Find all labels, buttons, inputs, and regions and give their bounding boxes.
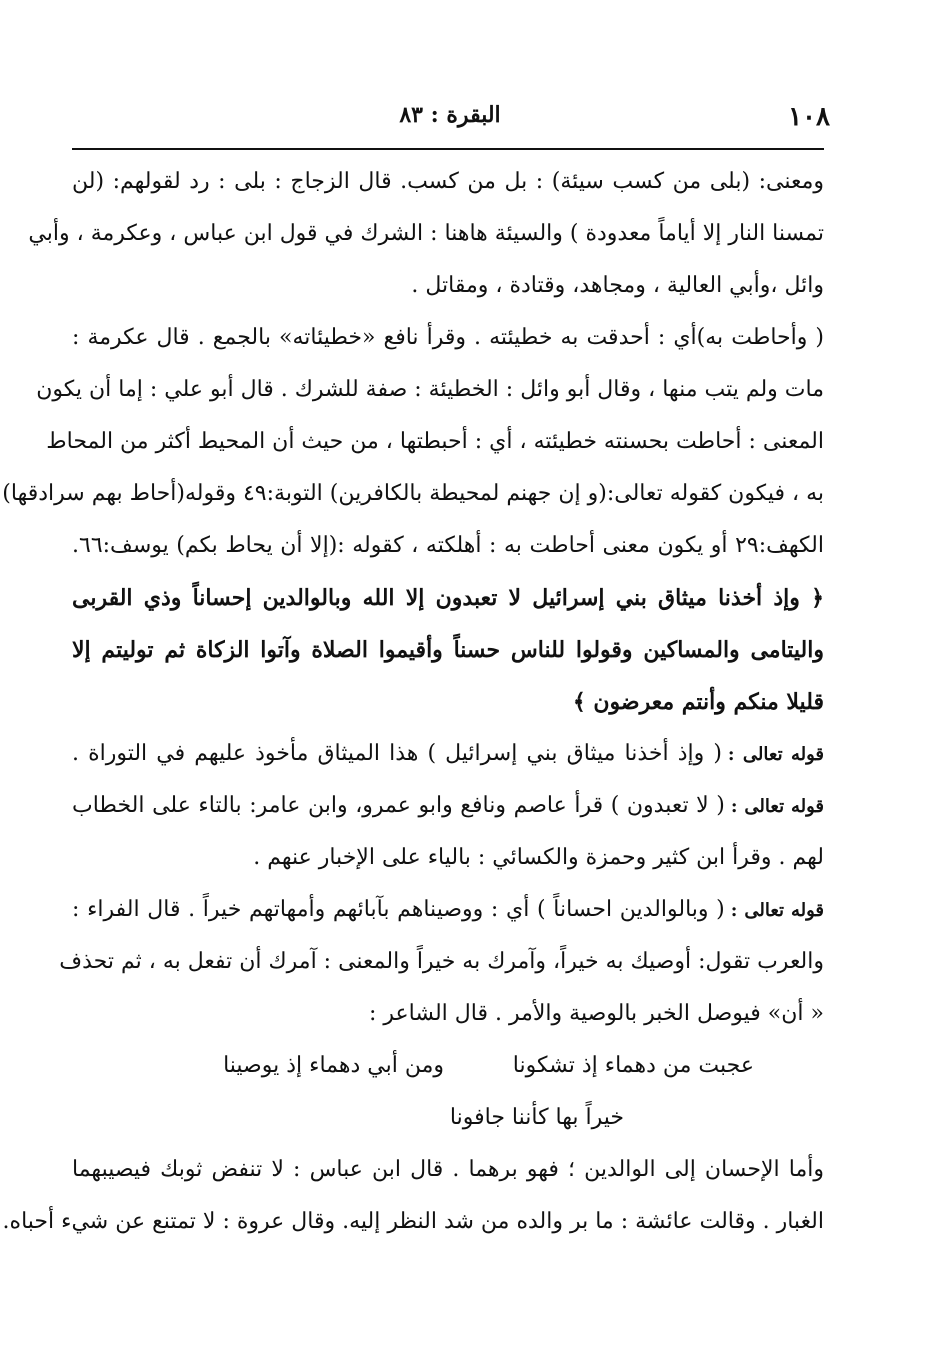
text-line: ومعنى: (بلى من كسب سيئة) : بل من كسب. قال الزجاج : بلى : رد لقولهم: (لن	[72, 169, 824, 194]
page-header	[70, 96, 830, 136]
poem-hemistich: خيراً بها كأننا جافونا	[449, 1105, 624, 1130]
text-line: وأما الإحسان إلى الوالدين ؛ فهو برهما . قال ابن عباس : لا تنفض ثوبك فيصيبهما	[72, 1157, 824, 1182]
text-line: تمسنا النار إلا أياماً معدودة ) والسيئة هاهنا : الشرك في قول ابن عباس ، وعكرمة ، وأبي	[28, 221, 824, 246]
text-line: الغبار . وقالت عائشة : ما بر والده من شد النظر إليه. وقال عروة : لا تمتنع عن شيء أحباه.	[2, 1209, 824, 1234]
poem-hemistich: عجبت من دهماء إذ تشكونا	[512, 1053, 754, 1078]
commentary-lead: قوله تعالى :	[730, 796, 824, 817]
quran-verse-line: واليتامى والمساكين وقولوا للناس حسناً وأقيموا الصلاة وآتوا الزكاة ثم توليتم إلا	[72, 637, 824, 663]
commentary-text: ( وإذ أخذنا ميثاق بني إسرائيل ) هذا الميثاق مأخوذ عليهم في التوراة .	[72, 741, 722, 766]
commentary-text: والعرب تقول: أوصيك به خيراً، وآمرك به خيراً والمعنى : آمرك أن تفعل به ، ثم تحذف	[59, 949, 824, 974]
text-line: به ، فيكون كقوله تعالى:(و إن جهنم لمحيطة بالكافرين) التوبة:٤٩ وقوله(أحاط بهم سرادقها)	[2, 481, 824, 506]
commentary-line	[72, 832, 824, 884]
poem-verse	[72, 1040, 824, 1092]
text-line: الكهف:٢٩ أو يكون معنى أحاطت به : أهلكته ، كقوله :(إلا أن يحاط بكم) يوسف:٦٦.	[72, 533, 824, 558]
commentary-lead: قوله تعالى :	[730, 900, 825, 921]
header-rule	[72, 148, 824, 150]
text-line: ( وأحاطت به)أي : أحدقت به خطيئته . وقرأ نافع «خطيئاته» بالجمع . قال عكرمة :	[72, 325, 824, 350]
commentary-line	[72, 780, 824, 832]
commentary-line	[72, 728, 824, 780]
commentary-line	[72, 988, 824, 1040]
commentary-lead: قوله تعالى :	[727, 744, 824, 765]
commentary-text: لهم . وقرأ ابن كثير وحمزة والكسائي : بالياء على الإخبار عنهم .	[253, 845, 824, 870]
poem-hemistich: ومن أبي دهماء إذ يوصينا	[223, 1053, 444, 1078]
commentary-text: ( لا تعبدون ) قرأ عاصم ونافع وابو عمرو، وابن عامر: بالتاء على الخطاب	[72, 793, 725, 818]
commentary-text: « أن» فيوصل الخبر بالوصية والأمر . قال الشاعر :	[368, 1001, 824, 1026]
commentary-text: ( وبالوالدين احساناً ) أي : ووصيناهم بآبائهم وأمهاتهم خيراً . قال الفراء :	[72, 897, 725, 922]
text-line: مات ولم يتب منها ، وقال أبو وائل : الخطيئة : صفة للشرك . قال أبو علي : إما أن يكون	[36, 377, 824, 402]
page-number: ١٠٨	[788, 102, 830, 132]
poem-verse	[72, 1092, 824, 1144]
text-line: المعنى : أحاطت بحسنته خطيئته ، أي : أحبطتها ، من حيث أن المحيط أكثر من المحاط	[46, 429, 824, 454]
page-body	[2, 156, 825, 1248]
text-line: وائل ،وأبي العالية ، ومجاهد، وقتادة ، ومقاتل .	[411, 273, 824, 298]
running-title: البقرة : ٨٣	[399, 102, 501, 128]
commentary-line	[59, 936, 824, 988]
commentary-line	[72, 884, 824, 936]
quran-verse-line: قليلا منكم وأنتم معرضون ﴾	[572, 689, 824, 715]
quran-verse-line: ﴿ وإذ أخذنا ميثاق بني إسرائيل لا تعبدون إلا الله وبالوالدين إحساناً وذي القربى	[72, 585, 824, 611]
